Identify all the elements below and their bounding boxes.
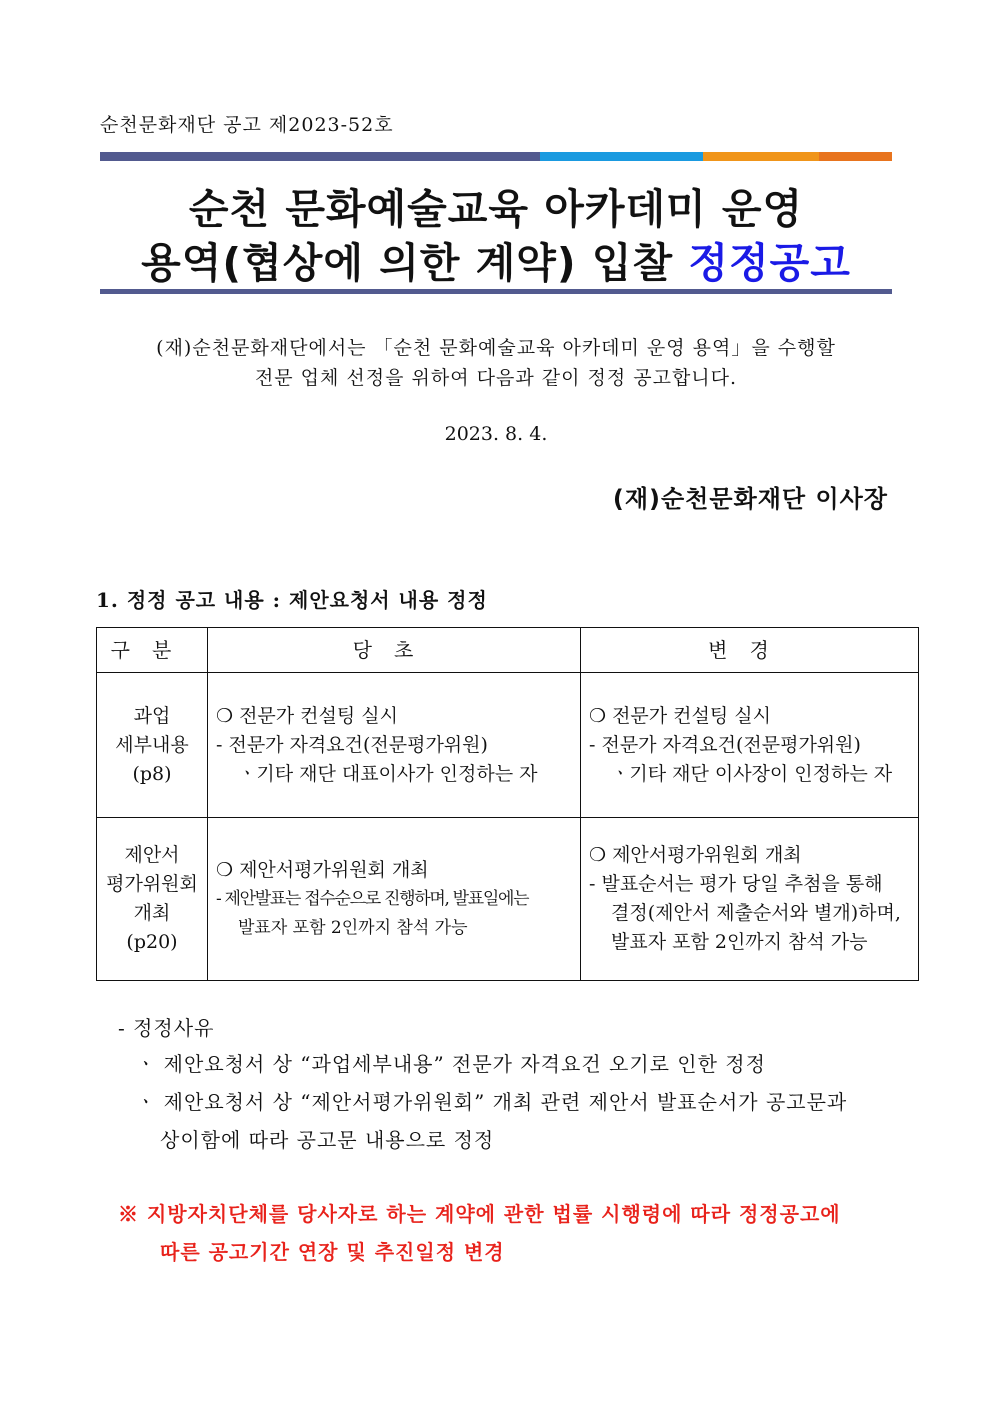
row-category: 과업 세부내용 (p8): [97, 673, 208, 818]
title-accent-text: 정정공고: [688, 239, 851, 287]
bar-segment-blue: [540, 152, 703, 161]
document-title-line2: [100, 230, 892, 289]
warning-note-line1: ※ 지방자치단체를 당사자로 하는 계약에 관한 법률 시행령에 따라 정정공고에: [118, 1202, 841, 1226]
title-underline-bar: [100, 289, 892, 294]
title-main-text: 용역(협상에 의한 계약) 입찰: [141, 239, 689, 287]
intro-line2: 전문 업체 선정을 위하여 다음과 같이 정정 공고합니다.: [254, 367, 738, 389]
notice-date: 2023. 8. 4.: [444, 423, 548, 445]
bar-segment-dark-orange: [819, 152, 892, 161]
signer: (재)순천문화재단 이사장: [612, 485, 888, 513]
table-row: [97, 818, 919, 981]
header-original: 당초: [208, 628, 581, 673]
amendment-table: [96, 627, 919, 981]
row-changed: ❍ 제안서평가위원회 개최 - 발표순서는 평가 당일 추첨을 통해 결정(제안서 제출순서와 별개)하며, 발표자 포함 2인까지 참석 가능: [581, 818, 919, 981]
warning-note-line2: 따른 공고기간 연장 및 추진일정 변경: [160, 1240, 505, 1264]
row-category: 제안서 평가위원회 개최 (p20): [97, 818, 208, 981]
bar-segment-orange: [703, 152, 819, 161]
intro-line1: (재)순천문화재단에서는 「순천 문화예술교육 아카데미 운영 용역」을 수행할: [156, 337, 836, 359]
section-title: 1. 정정 공고 내용 : 제안요청서 내용 정정: [96, 588, 488, 612]
reason-item: ㆍ 제안요청서 상 “과업세부내용” 전문가 자격요건 오기로 인한 정정: [136, 1052, 766, 1076]
table-header-row: [97, 628, 919, 673]
header-category: 구분: [97, 628, 208, 673]
row-changed: ❍ 전문가 컨설팅 실시 - 전문가 자격요건(전문평가위원) ㆍ기타 재단 이사장이 인정하는 자: [581, 673, 919, 818]
header-changed: 변경: [581, 628, 919, 673]
notice-number: 순천문화재단 공고 제2023-52호: [100, 114, 394, 136]
table-row: [97, 673, 919, 818]
reason-item: ㆍ 제안요청서 상 “제안서평가위원회” 개최 관련 제안서 발표순서가 공고문과: [136, 1090, 848, 1114]
row-original: ❍ 제안서평가위원회 개최 - 제안발표는 접수순으로 진행하며, 발표일에는 발표자 포함 2인까지 참석 가능: [208, 818, 581, 981]
bar-segment-navy: [100, 152, 540, 161]
document-title-line1: 순천 문화예술교육 아카데미 운영: [188, 185, 804, 233]
row-original: ❍ 전문가 컨설팅 실시 - 전문가 자격요건(전문평가위원) ㆍ기타 재단 대표이사가 인정하는 자: [208, 673, 581, 818]
reason-item-continued: 상이함에 따라 공고문 내용으로 정정: [160, 1128, 495, 1152]
reason-heading: - 정정사유: [118, 1016, 215, 1040]
header-color-bar: [100, 152, 892, 161]
